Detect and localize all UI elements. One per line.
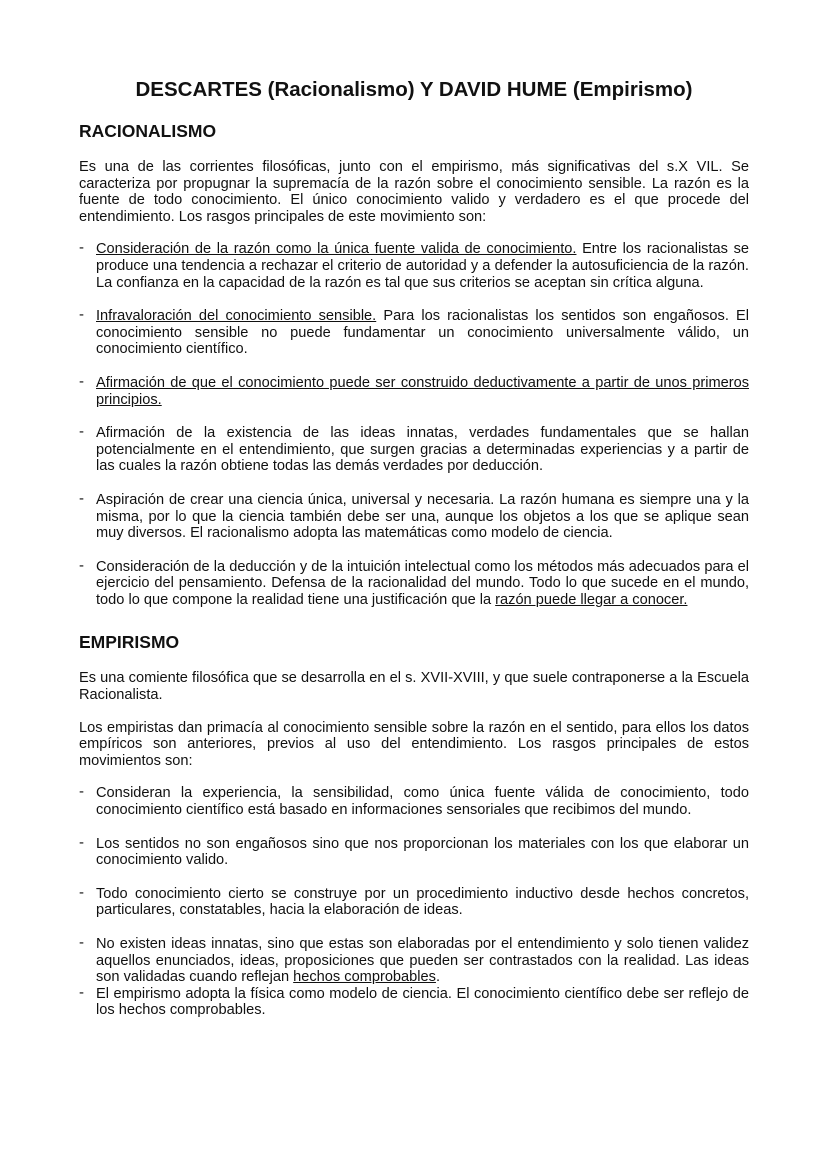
item-text: Aspiración de crear una ciencia única, universal y necesaria. La razón humana es siempre una y la misma, por lo que la ciencia también debe ser una, aunque los objetos a los que se aplique sean muy diversos. El racionalismo adopta las matemáticas como modelo de ciencia. — [96, 491, 749, 542]
racionalismo-list — [79, 241, 749, 608]
racionalismo-intro: Es una de las corrientes filosóficas, junto con el empirismo, más significativas del s.X VIL. Se caracteriza por propugnar la supremacía de la razón sobre el conocimiento sensible. La razón es la fuente de todo conocimiento. El único conocimiento valido y verdadero es el que procede del entendimiento. Los rasgos principales de este movimiento son: — [79, 159, 749, 225]
list-item — [79, 308, 749, 358]
empirismo-list — [79, 785, 749, 1019]
list-item — [79, 936, 749, 986]
underlined-text: Afirmación de que el conocimiento puede ser construido deductivamente a partir de unos primeros principios. — [96, 374, 749, 408]
list-item — [79, 425, 749, 475]
list-item — [79, 375, 749, 408]
item-text: El empirismo adopta la física como modelo de ciencia. El conocimiento científico debe ser reflejo de los hechos comprobables. — [96, 985, 749, 1019]
underlined-text: Consideración de la razón como la única fuente valida de conocimiento. — [96, 241, 577, 258]
list-item — [79, 241, 749, 291]
item-text: No existen ideas innatas, sino que estas son elaboradas por el entendimiento y solo tienen validez aquellos enunciados, ideas, proposiciones que pueden ser contrastados con la realidad. Las ideas son validadas cuando reflejan — [96, 936, 749, 986]
section-heading-racionalismo: RACIONALISMO — [79, 121, 217, 141]
list-item — [79, 886, 749, 919]
list-item — [79, 785, 749, 818]
list-item — [79, 836, 749, 869]
empirismo-intro-1: Es una comiente filosófica que se desarrolla en el s. XVII-XVIII, y que suele contraponerse a la Escuela Racionalista. — [79, 670, 749, 704]
document-title: DESCARTES (Racionalismo) Y DAVID HUME (Empirismo) — [135, 78, 693, 101]
document-page — [79, 78, 749, 1019]
item-text: Los sentidos no son engañosos sino que nos proporcionan los materiales con los que elaborar un conocimiento valido. — [96, 835, 749, 869]
item-text: Todo conocimiento cierto se construye por un procedimiento inductivo desde hechos concretos, particulares, constatables, hacia la elaboración de ideas. — [96, 885, 749, 919]
underlined-text: Infravaloración del conocimiento sensible. — [96, 308, 377, 325]
list-item — [79, 492, 749, 542]
underlined-text: razón puede llegar a conocer. — [495, 591, 688, 608]
list-item — [79, 559, 749, 609]
item-text: Entre los racionalistas se produce una tendencia a rechazar el criterio de autoridad y a defender la autosuficiencia de la razón. La confianza en la capacidad de la razón es tal que sus criterios se aceptan sin crítica alguna. — [96, 241, 749, 291]
list-item — [79, 986, 749, 1019]
section-heading-empirismo: EMPIRISMO — [79, 632, 180, 653]
item-text: Consideración de la deducción y de la intuición intelectual como los métodos más adecuados para el ejercicio del pensamiento. Defensa de la racionalidad del mundo. Todo lo que sucede en el mundo, todo lo que compone la realidad tiene una justificación que la — [96, 558, 749, 608]
item-text: Consideran la experiencia, la sensibilidad, como única fuente válida de conocimiento, todo conocimiento científico está basado en informaciones sensoriales que recibimos del mundo. — [96, 785, 749, 819]
item-text: Para los racionalistas los sentidos son engañosos. El conocimiento sensible no puede fundamentar un conocimiento universalmente válido, un conocimiento científico. — [96, 308, 749, 358]
item-text: Afirmación de la existencia de las ideas innatas, verdades fundamentales que se hallan potencialmente en el entendimiento, que surgen gracias a determinadas experiencias y a partir de las cuales la razón obtiene todas las demás verdades por deducción. — [96, 425, 749, 475]
underlined-text: hechos comprobables — [293, 969, 436, 986]
empirismo-intro-2: Los empiristas dan primacía al conocimiento sensible sobre la razón en el sentido, para ellos los datos empíricos son anteriores, previos al uso del entendimiento. Los rasgos principales de estos movimientos son: — [79, 719, 749, 769]
item-tail: . — [435, 969, 440, 986]
